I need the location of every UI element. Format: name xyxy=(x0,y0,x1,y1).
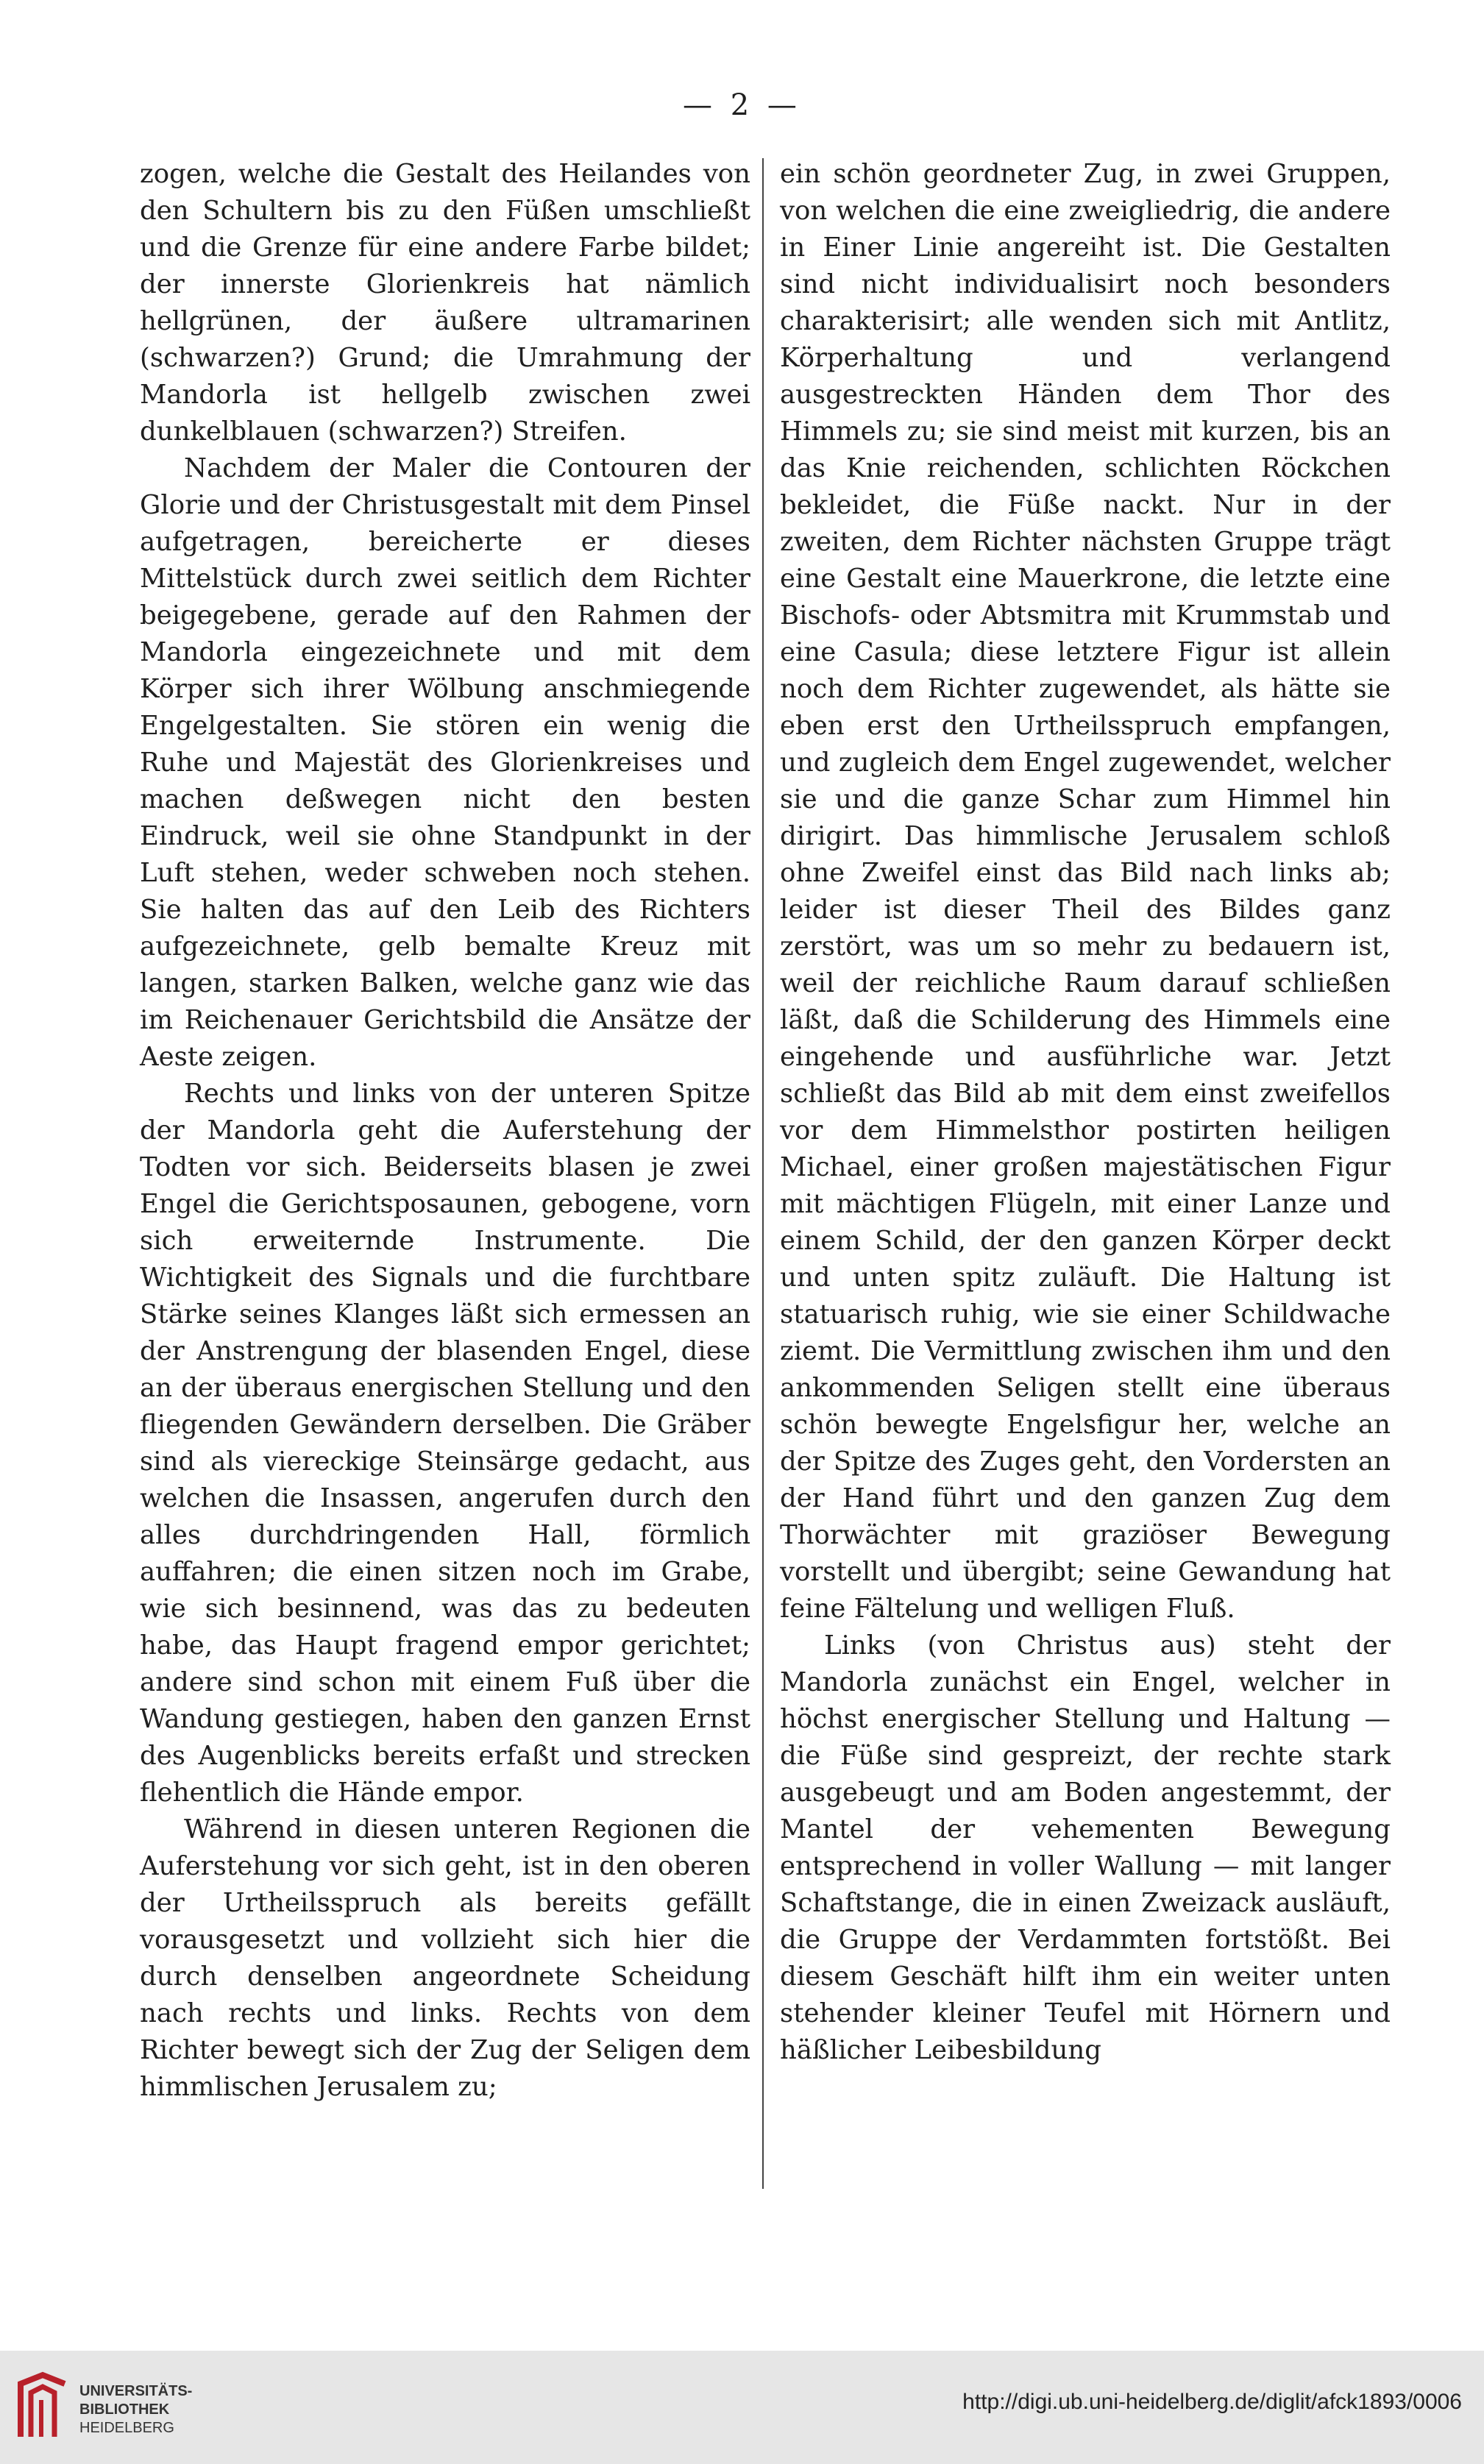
paragraph: Während in diesen unteren Regionen die Auferstehung vor sich geht, ist in den oberen der Urtheilsspruch als bereits gefällt vorausgesetzt und vollzieht sich hier die durch denselben angeordnete Scheidung nach rechts und links. Rechts von dem Richter bewegt sich der Zug der Seligen dem himmlischen Jerusalem zu; xyxy=(140,1814,750,2102)
paragraph: Rechts und links von der unteren Spitze der Mandorla geht die Auferstehung der Todten vor sich. Beiderseits blasen je zwei Engel die Gerichtsposaunen, gebogene, vorn sich erweiternde Instrumente. Die Wichtigkeit des Signals und die furchtbare Stärke seines Klanges läßt sich ermessen an der Anstrengung der blasenden Engel, diese an der überaus energischen Stellung und den fliegenden Gewändern derselben. Die Gräber sind als viereckige Steinsärge gedacht, aus welchen die Insassen, angerufen durch den alles durchdringenden Hall, förmlich auffahren; die einen sitzen noch im Grabe, wie sich besinnend, was das zu bedeuten habe, das Haupt fragend empor gerichtet; andere sind schon mit einem Fuß über die Wandung gestiegen, haben den ganzen Ernst des Augenblicks bereits erfaßt und strecken flehentlich die Hände empor. xyxy=(140,1079,750,1808)
library-name-line: UNIVERSITÄTS- xyxy=(79,2383,193,2399)
paragraph: Nachdem der Maler die Contouren der Glorie und der Christusgestalt mit dem Pinsel aufgetragen, bereicherte er dieses Mittelstück durch zwei seitlich dem Richter beigegebene, gerade auf den Rahmen der Mandorla eingezeichnete und mit dem Körper sich ihrer Wölbung anschmiegende Engelgestalten. Sie stören ein wenig die Ruhe und Majestät des Glorienkreises und machen deßwegen nicht den besten Eindruck, weil sie ohne Standpunkt in der Luft stehen, weder schweben noch stehen. Sie halten das auf den Leib des Richters aufgezeichnete, gelb bemalte Kreuz mit langen, starken Balken, welche ganz wie das im Reichenauer Gerichtsbild die Ansätze der Aeste zeigen. xyxy=(140,453,750,1072)
library-logo-icon xyxy=(16,2371,69,2444)
page-number: — 2 — xyxy=(683,88,801,122)
paragraph: zogen, welche die Gestalt des Heilandes von den Schultern bis zu den Füßen umschließt und die Grenze für eine andere Farbe bildet; der innerste Glorienkreis hat nämlich hellgrünen, der äußere ultramarinen (schwarzen?) Grund; die Umrahmung der Mandorla ist hellgelb zwischen zwei dunkelblauen (schwarzen?) Streifen. xyxy=(140,159,750,447)
column-divider xyxy=(762,158,764,2189)
text-column-right xyxy=(780,156,1391,2069)
library-name xyxy=(79,2382,192,2438)
paragraph: Links (von Christus aus) steht der Mandorla zunächst ein Engel, welcher in höchst energischer Stellung und Haltung — die Füße sind gespreizt, der rechte stark ausgebeugt und am Boden angestemmt, der Mantel der vehementen Bewegung entsprechend in voller Wallung — mit langer Schaftstange, die in einen Zweizack ausläuft, die Gruppe der Verdammten fortstößt. Bei diesem Geschäft hilft ihm ein weiter unten stehender kleiner Teufel mit Hörnern und häßlicher Leibesbildung xyxy=(780,1630,1391,2065)
source-url-link[interactable]: http://digi.ub.uni-heidelberg.de/diglit/afck1893/0006 xyxy=(962,2390,1462,2414)
library-name-line: BIBLIOTHEK xyxy=(79,2401,170,2418)
paragraph: ein schön geordneter Zug, in zwei Gruppen, von welchen die eine zweigliedrig, die andere in Einer Linie angereiht ist. Die Gestalten sind nicht individualisirt noch besonders charakterisirt; alle wenden sich mit Antlitz, Körperhaltung und verlangend ausgestreckten Händen dem Thor des Himmels zu; sie sind meist mit kurzen, bis an das Knie reichenden, schlichten Röckchen bekleidet, die Füße nackt. Nur in der zweiten, dem Richter nächsten Gruppe trägt eine Gestalt eine Mauerkrone, die letzte eine Bischofs- oder Abtsmitra mit Krummstab und eine Casula; diese letztere Figur ist allein noch dem Richter zugewendet, als hätte sie eben erst den Urtheilsspruch empfangen, und zugleich dem Engel zugewendet, welcher sie und die ganze Schar zum Himmel hin dirigirt. Das himmlische Jerusalem schloß ohne Zweifel einst das Bild nach links ab; leider ist dieser Theil des Bildes ganz zerstört, was um so mehr zu bedauern ist, weil der reichliche Raum darauf schließen läßt, daß die Schilderung des Himmels eine eingehende und ausführliche war. Jetzt schließt das Bild ab mit dem einst zweifellos vor dem Himmelsthor postirten heiligen Michael, einer großen majestätischen Figur mit mächtigen Flügeln, mit einer Lanze und einem Schild, der den ganzen Körper deckt und unten spitz zuläuft. Die Haltung ist statuarisch ruhig, wie sie einer Schildwache ziemt. Die Vermittlung zwischen ihm und den ankommenden Seligen stellt eine überaus schön bewegte Engelsfigur her, welche an der Spitze des Zuges geht, den Vordersten an der Hand führt und den ganzen Zug dem Thorwächter mit graziöser Bewegung vorstellt und übergibt; seine Gewandung hat feine Fältelung und welligen Fluß. xyxy=(780,159,1391,1624)
library-name-line: HEIDELBERG xyxy=(79,2420,174,2436)
text-column-left xyxy=(140,156,750,2106)
